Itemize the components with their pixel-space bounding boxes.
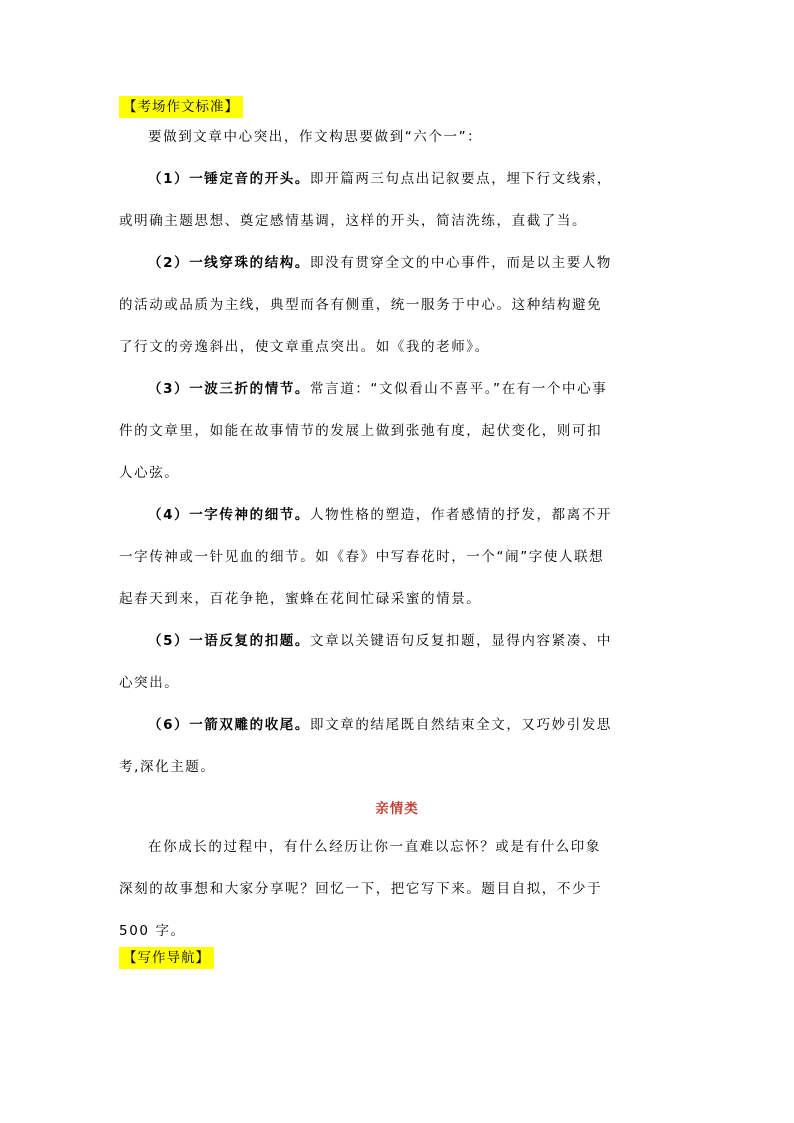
item-3-line-2: 件的文章里，如能在故事情节的发展上做到张弛有度，起伏变化，则可扣 [119, 423, 603, 439]
section-title: 亲情类 [375, 801, 419, 817]
item-2-line-2: 的活动或品质为主线，典型而各有侧重，统一服务于中心。这种结构避免 [119, 297, 603, 313]
item-4-line-3: 起春天到来，百花争艳，蜜蜂在花间忙碌采蜜的情景。 [119, 591, 482, 607]
item-4-number: （4） [148, 507, 190, 523]
item-5-first-line [148, 632, 708, 650]
prompt-line-2: 深刻的故事想和大家分享呢？回忆一下，把它写下来。题目自拟，不少于 [119, 881, 603, 897]
item-5-text: 文章以关键语句反复扣题，显得内容紧凑、中 [310, 633, 613, 649]
item-2-first-line [148, 254, 708, 272]
item-1-number: （1） [148, 171, 190, 187]
item-3-line-3: 人心弦。 [119, 465, 180, 481]
item-1-line-2: 或明确主题思想、奠定感情基调，这样的开头，简洁洗练，直截了当。 [119, 213, 588, 229]
item-3-first-line [148, 380, 708, 398]
item-6-text: 即文章的结尾既自然结束全文，又巧妙引发思 [310, 717, 613, 733]
item-5-title: 一语反复的扣题。 [189, 633, 311, 649]
item-1-first-line [148, 170, 708, 188]
item-3-number: （3） [148, 381, 190, 397]
item-1-text: 即开篇两三句点出记叙要点，埋下行文线索， [310, 171, 613, 187]
item-2-text: 即没有贯穿全文的中心事件，而是以主要人物 [310, 255, 613, 271]
item-2-title: 一线穿珠的结构。 [189, 255, 311, 271]
item-4-first-line [148, 506, 708, 524]
item-6-line-2: 考,深化主题。 [119, 759, 216, 775]
prompt-line-1: 在你成长的过程中，有什么经历让你一直难以忘怀？或是有什么印象 [148, 839, 601, 855]
prompt-line-3: 500 字。 [119, 923, 186, 939]
item-6-number: （6） [148, 717, 190, 733]
intro-text: 要做到文章中心突出，作文构思要做到“六个一”： [148, 129, 483, 145]
item-6-title: 一箭双雕的收尾。 [189, 717, 311, 733]
item-3-text: 常言道：“文似看山不喜平。”在有一个中心事 [310, 381, 608, 397]
item-2-line-3: 了行文的旁逸斜出，使文章重点突出。如《我的老师》。 [119, 339, 490, 355]
heading-exam-standard: 【考场作文标准】 [119, 96, 243, 118]
item-3-title: 一波三折的情节。 [189, 381, 311, 397]
item-4-text: 人物性格的塑造，作者感情的抒发，都离不开 [310, 507, 613, 523]
heading-writing-guide: 【写作导航】 [119, 947, 214, 969]
item-1-title: 一锤定音的开头。 [189, 171, 311, 187]
item-2-number: （2） [148, 255, 190, 271]
item-4-title: 一字传神的细节。 [189, 507, 311, 523]
item-6-first-line [148, 716, 708, 734]
item-5-line-2: 心突出。 [119, 675, 180, 691]
item-5-number: （5） [148, 633, 190, 649]
item-4-line-2: 一字传神或一针见血的细节。如《春》中写春花时，一个“闹”字使人联想 [119, 549, 605, 565]
